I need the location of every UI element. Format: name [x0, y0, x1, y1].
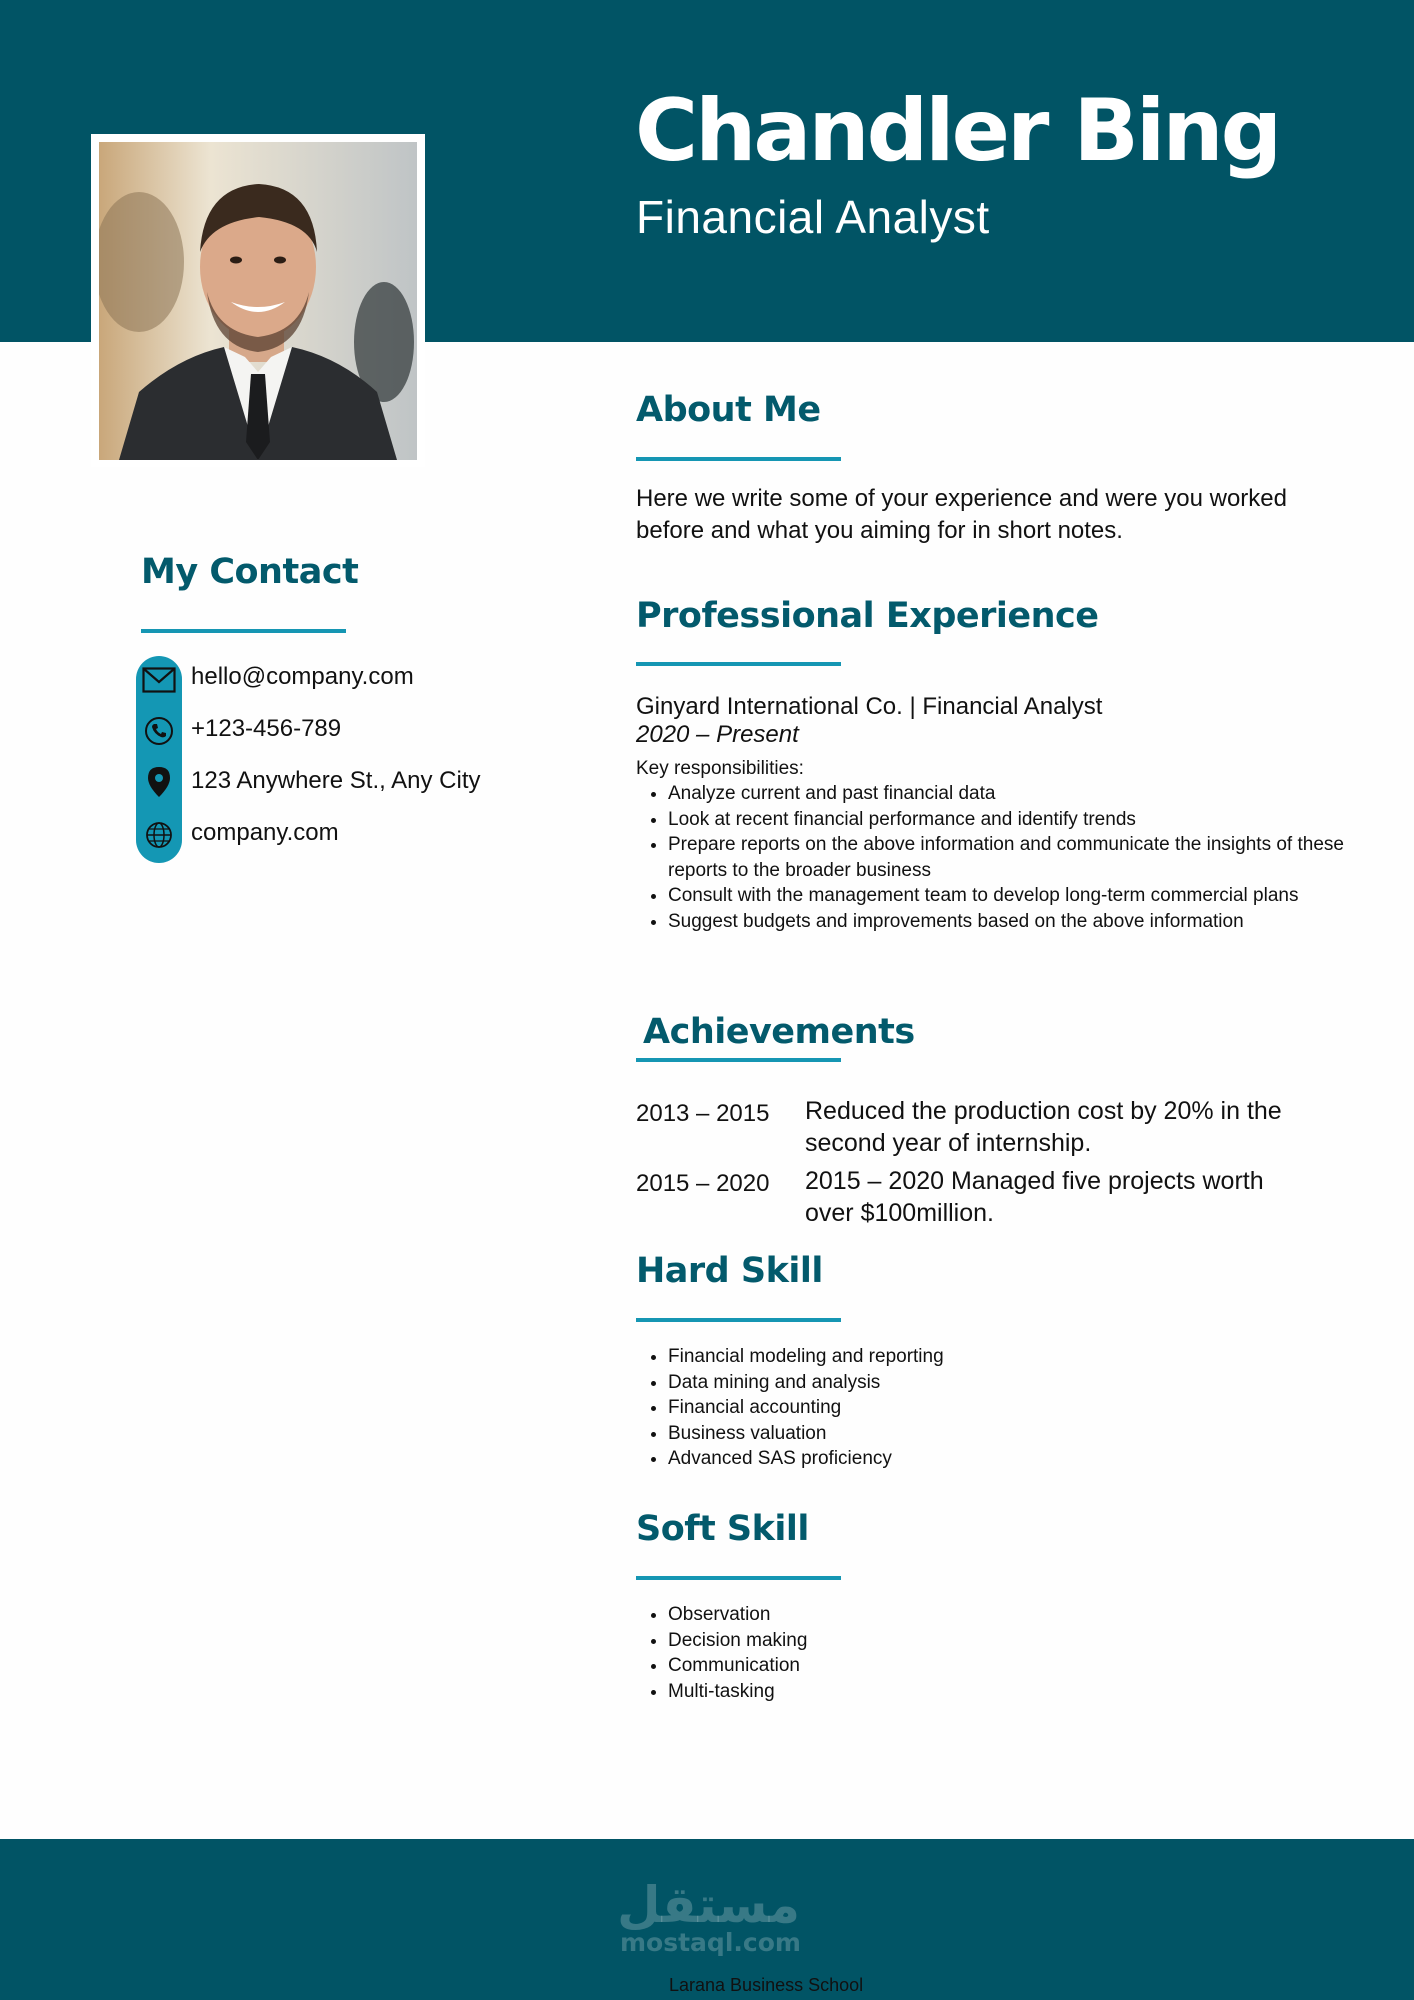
list-item: • Look at recent financial performance and identify trends: [668, 807, 1348, 833]
watermark-latin: mostaql.com: [620, 1928, 801, 1957]
experience-list: [636, 781, 1348, 934]
experience-period: 2020 – Present: [636, 721, 799, 748]
contact-heading-rule: [141, 629, 346, 633]
contact-address: 123 Anywhere St., Any City: [191, 767, 481, 794]
about-heading: About Me: [636, 390, 821, 430]
list-item: • Business valuation: [668, 1421, 1348, 1447]
list-item: • Decision making: [668, 1628, 1348, 1654]
school-name: Larana Business School: [669, 1975, 864, 1995]
achievement-years: 2013 – 2015: [636, 1100, 770, 1127]
soft-skill-heading: Soft Skill: [636, 1509, 809, 1549]
list-item: • Suggest budgets and improvements based on the above information: [668, 909, 1348, 935]
profile-photo: [99, 142, 417, 460]
profile-title: Financial Analyst: [636, 191, 990, 243]
soft-skill-heading-rule: [636, 1576, 841, 1580]
achievement-years: 2015 – 2020: [636, 1170, 770, 1197]
achievement-text: Reduced the production cost by 20% in the second year of internship.: [805, 1097, 1282, 1157]
contact-email[interactable]: hello@company.com: [191, 663, 414, 690]
list-item: • Communication: [668, 1653, 1348, 1679]
contact-website[interactable]: company.com: [191, 819, 339, 846]
location-pin-icon: [142, 765, 176, 799]
contact-heading: My Contact: [141, 552, 359, 592]
achievement-text: 2015 – 2020 Managed five projects worth over $100million.: [805, 1167, 1264, 1227]
list-item: • Observation: [668, 1602, 1348, 1628]
hard-skill-heading-rule: [636, 1318, 841, 1322]
hard-skill-heading: Hard Skill: [636, 1251, 823, 1291]
achievements-heading-rule: [636, 1058, 841, 1062]
globe-icon: [142, 818, 176, 852]
achievements-heading: Achievements: [643, 1012, 915, 1052]
experience-role: Ginyard International Co. | Financial Analyst: [636, 693, 1103, 720]
experience-heading-rule: [636, 662, 841, 666]
phone-icon: [142, 714, 176, 748]
watermark-arabic: مستقل: [617, 1876, 800, 1934]
list-item: • Analyze current and past financial data: [668, 781, 1348, 807]
list-item: • Multi-tasking: [668, 1679, 1348, 1705]
list-item: • Prepare reports on the above information and communicate the insights of these reports to the broader business: [668, 832, 1348, 883]
about-text: Here we write some of your experience and were you worked before and what you aiming for in short notes.: [636, 485, 1287, 544]
list-item: • Financial modeling and reporting: [668, 1344, 1348, 1370]
envelope-icon: [142, 663, 176, 697]
hard-skill-list: [636, 1344, 1348, 1472]
watermark-logo: [617, 1876, 801, 1957]
contact-phone[interactable]: +123-456-789: [191, 715, 342, 742]
list-item: • Consult with the management team to develop long-term commercial plans: [668, 883, 1348, 909]
experience-resp-label: Key responsibilities:: [636, 758, 804, 779]
list-item: • Advanced SAS proficiency: [668, 1446, 1348, 1472]
list-item: • Data mining and analysis: [668, 1370, 1348, 1396]
about-heading-rule: [636, 457, 841, 461]
profile-name: Chandler Bing: [635, 81, 1280, 181]
experience-heading: Professional Experience: [636, 596, 1099, 636]
soft-skill-list: [636, 1602, 1348, 1704]
list-item: • Financial accounting: [668, 1395, 1348, 1421]
